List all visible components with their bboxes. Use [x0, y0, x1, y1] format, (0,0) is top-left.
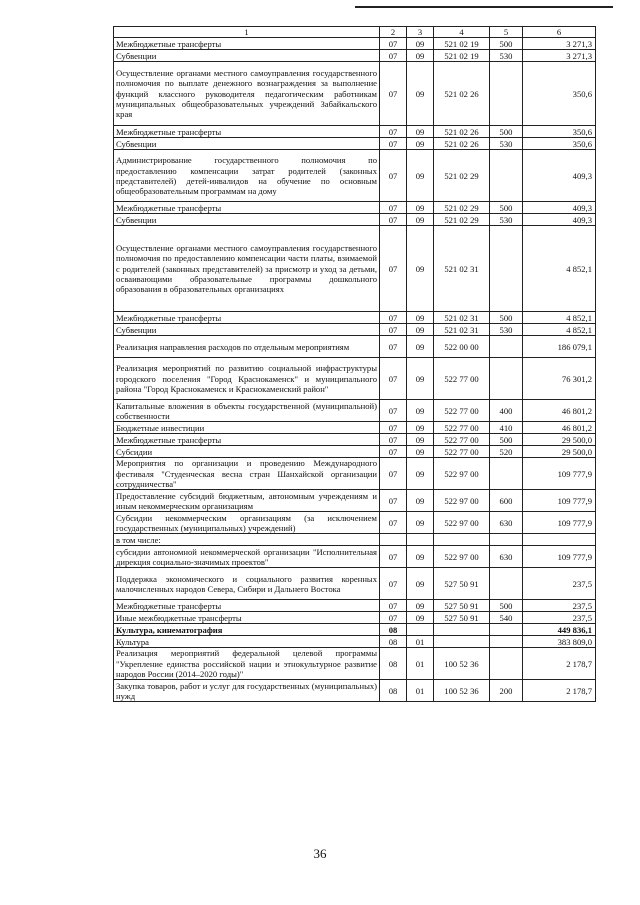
- cell-subsection: 01: [407, 648, 434, 680]
- cell-expense-type: 500: [490, 600, 523, 612]
- cell-section: 07: [380, 126, 407, 138]
- cell-expense-type: 500: [490, 126, 523, 138]
- header-cell-amount: 6: [523, 27, 596, 38]
- cell-section: [380, 534, 407, 546]
- cell-amount: 383 809,0: [523, 636, 596, 648]
- cell-expense-type: [490, 648, 523, 680]
- cell-subsection: 09: [407, 568, 434, 600]
- cell-target-article: 100 52 36: [434, 680, 490, 702]
- cell-name: Осуществление органами местного самоуправления государственного полномочия по предоставлению компенсации части платы, взимаемой с родителей (законных представителей) за присмотр и уход за детьми, осваивающими образовательные программы дошкольного образования в образовательных организациях: [114, 226, 380, 312]
- cell-target-article: 522 77 00: [434, 400, 490, 422]
- cell-name: Межбюджетные трансферты: [114, 202, 380, 214]
- cell-section: 07: [380, 512, 407, 534]
- cell-subsection: 09: [407, 434, 434, 446]
- cell-target-article: 522 97 00: [434, 512, 490, 534]
- cell-expense-type: [490, 568, 523, 600]
- table-row: [114, 534, 596, 546]
- cell-subsection: 01: [407, 680, 434, 702]
- cell-target-article: 521 02 19: [434, 50, 490, 62]
- table-row: [114, 490, 596, 512]
- cell-section: 08: [380, 680, 407, 702]
- header-cell-subsection: 3: [407, 27, 434, 38]
- cell-name: Межбюджетные трансферты: [114, 126, 380, 138]
- cell-target-article: 521 02 31: [434, 312, 490, 324]
- cell-name: Культура: [114, 636, 380, 648]
- cell-target-article: 521 02 26: [434, 138, 490, 150]
- cell-section: 08: [380, 648, 407, 680]
- cell-target-article: 100 52 36: [434, 648, 490, 680]
- cell-expense-type: 500: [490, 312, 523, 324]
- cell-expense-type: [490, 458, 523, 490]
- cell-amount: 109 777,9: [523, 458, 596, 490]
- cell-expense-type: 530: [490, 50, 523, 62]
- cell-subsection: 09: [407, 150, 434, 202]
- cell-expense-type: [490, 336, 523, 358]
- cell-subsection: 09: [407, 458, 434, 490]
- cell-subsection: 09: [407, 546, 434, 568]
- cell-subsection: [407, 624, 434, 636]
- cell-amount: 350,6: [523, 126, 596, 138]
- cell-target-article: 522 97 00: [434, 546, 490, 568]
- cell-name: Субвенции: [114, 324, 380, 336]
- budget-table-container: [113, 26, 595, 702]
- table-row: [114, 312, 596, 324]
- cell-expense-type: 500: [490, 434, 523, 446]
- cell-target-article: 522 77 00: [434, 422, 490, 434]
- table-row: [114, 546, 596, 568]
- cell-expense-type: 410: [490, 422, 523, 434]
- table-row: [114, 62, 596, 126]
- cell-subsection: 09: [407, 324, 434, 336]
- cell-subsection: 09: [407, 126, 434, 138]
- cell-amount: 409,3: [523, 150, 596, 202]
- cell-subsection: 09: [407, 490, 434, 512]
- cell-amount: 350,6: [523, 62, 596, 126]
- cell-subsection: 09: [407, 62, 434, 126]
- cell-amount: 2 178,7: [523, 680, 596, 702]
- cell-section: 07: [380, 226, 407, 312]
- cell-target-article: 527 50 91: [434, 612, 490, 624]
- cell-section: 07: [380, 434, 407, 446]
- page-number: 36: [313, 846, 327, 861]
- cell-amount: 2 178,7: [523, 648, 596, 680]
- cell-amount: 109 777,9: [523, 512, 596, 534]
- cell-amount: 109 777,9: [523, 490, 596, 512]
- cell-amount: 29 500,0: [523, 446, 596, 458]
- cell-section: 07: [380, 612, 407, 624]
- cell-expense-type: 600: [490, 490, 523, 512]
- cell-subsection: 09: [407, 336, 434, 358]
- cell-amount: 46 801,2: [523, 422, 596, 434]
- cell-section: 07: [380, 324, 407, 336]
- cell-subsection: [407, 534, 434, 546]
- table-row: [114, 324, 596, 336]
- cell-amount: 3 271,3: [523, 50, 596, 62]
- cell-section: 07: [380, 400, 407, 422]
- cell-expense-type: 630: [490, 512, 523, 534]
- cell-expense-type: [490, 226, 523, 312]
- cell-subsection: 09: [407, 138, 434, 150]
- cell-subsection: 09: [407, 422, 434, 434]
- cell-name: Администрирование государственного полномочия по предоставлению компенсации затрат родителей (законных представителей) детей-инвалидов на обучение по основным общеобразовательным программам на дому: [114, 150, 380, 202]
- table-row: [114, 226, 596, 312]
- table-row: [114, 422, 596, 434]
- cell-target-article: 521 02 19: [434, 38, 490, 50]
- cell-target-article: [434, 534, 490, 546]
- cell-target-article: 527 50 91: [434, 568, 490, 600]
- header-cell-name: 1: [114, 27, 380, 38]
- table-row: [114, 636, 596, 648]
- cell-expense-type: 200: [490, 680, 523, 702]
- cell-amount: 237,5: [523, 600, 596, 612]
- table-row: [114, 202, 596, 214]
- cell-name: Межбюджетные трансферты: [114, 600, 380, 612]
- cell-target-article: 522 77 00: [434, 434, 490, 446]
- header-cell-section: 2: [380, 27, 407, 38]
- cell-expense-type: [490, 636, 523, 648]
- cell-target-article: 522 77 00: [434, 446, 490, 458]
- table-row: [114, 358, 596, 400]
- cell-subsection: 09: [407, 50, 434, 62]
- budget-table: [113, 26, 596, 702]
- cell-section: 07: [380, 358, 407, 400]
- cell-section: 07: [380, 312, 407, 324]
- cell-subsection: 09: [407, 312, 434, 324]
- table-row: [114, 512, 596, 534]
- cell-target-article: 521 02 29: [434, 150, 490, 202]
- cell-amount: 449 836,1: [523, 624, 596, 636]
- table-row: [114, 612, 596, 624]
- cell-name: Мероприятия по организации и проведению Международного фестиваля "Студенческая весна стран Шанхайской организации сотрудничества": [114, 458, 380, 490]
- cell-target-article: 522 97 00: [434, 490, 490, 512]
- cell-name: Поддержка экономического и социального развития коренных малочисленных народов Севера, Сибири и Дальнего Востока: [114, 568, 380, 600]
- cell-expense-type: 530: [490, 138, 523, 150]
- cell-amount: 409,3: [523, 202, 596, 214]
- cell-name: Субвенции: [114, 50, 380, 62]
- cell-name: Межбюджетные трансферты: [114, 434, 380, 446]
- cell-amount: 237,5: [523, 612, 596, 624]
- cell-expense-type: 630: [490, 546, 523, 568]
- cell-expense-type: [490, 624, 523, 636]
- cell-subsection: 09: [407, 214, 434, 226]
- cell-subsection: 09: [407, 400, 434, 422]
- table-row: [114, 458, 596, 490]
- cell-subsection: 01: [407, 636, 434, 648]
- table-row: [114, 680, 596, 702]
- cell-amount: 76 301,2: [523, 358, 596, 400]
- cell-target-article: [434, 624, 490, 636]
- table-row: [114, 138, 596, 150]
- cell-name: Субсидии: [114, 446, 380, 458]
- cell-amount: 186 079,1: [523, 336, 596, 358]
- cell-expense-type: 500: [490, 202, 523, 214]
- cell-amount: [523, 534, 596, 546]
- cell-expense-type: [490, 534, 523, 546]
- cell-section: 08: [380, 624, 407, 636]
- cell-amount: 3 271,3: [523, 38, 596, 50]
- cell-name: Субвенции: [114, 138, 380, 150]
- cell-name: Иные межбюджетные трансферты: [114, 612, 380, 624]
- cell-name: Субсидии некоммерческим организациям (за исключением государственных (муниципальных) учреждений): [114, 512, 380, 534]
- cell-amount: 109 777,9: [523, 546, 596, 568]
- cell-section: 07: [380, 214, 407, 226]
- cell-subsection: 09: [407, 226, 434, 312]
- cell-section: 07: [380, 150, 407, 202]
- cell-target-article: 521 02 29: [434, 202, 490, 214]
- cell-name: Межбюджетные трансферты: [114, 312, 380, 324]
- table-row: [114, 624, 596, 636]
- cell-name: Реализация мероприятий федеральной целевой программы "Укрепление единства российской нации и этнокультурное развитие народов России (2014–2020 годы)": [114, 648, 380, 680]
- cell-target-article: 521 02 29: [434, 214, 490, 226]
- cell-subsection: 09: [407, 38, 434, 50]
- cell-name: Закупка товаров, работ и услуг для государственных (муниципальных) нужд: [114, 680, 380, 702]
- table-row: [114, 214, 596, 226]
- cell-expense-type: [490, 150, 523, 202]
- cell-expense-type: 540: [490, 612, 523, 624]
- cell-name: Осуществление органами местного самоуправления государственного полномочия по выплате денежного вознаграждения за выполнение функций классного руководителя педагогическим работникам муниципальных общеобразовательных учреждений Забайкальского края: [114, 62, 380, 126]
- cell-name: Межбюджетные трансферты: [114, 38, 380, 50]
- table-row: [114, 38, 596, 50]
- cell-subsection: 09: [407, 202, 434, 214]
- table-row: [114, 446, 596, 458]
- table-row: [114, 50, 596, 62]
- cell-amount: 409,3: [523, 214, 596, 226]
- cell-target-article: 522 77 00: [434, 358, 490, 400]
- table-row: [114, 126, 596, 138]
- cell-name: Реализация направления расходов по отдельным мероприятиям: [114, 336, 380, 358]
- cell-name: Предоставление субсидий бюджетным, автономным учреждениям и иным некоммерческим организациям: [114, 490, 380, 512]
- cell-amount: 237,5: [523, 568, 596, 600]
- table-row: [114, 600, 596, 612]
- cell-expense-type: 520: [490, 446, 523, 458]
- cell-section: 07: [380, 458, 407, 490]
- cell-target-article: 522 97 00: [434, 458, 490, 490]
- cell-section: 07: [380, 422, 407, 434]
- cell-target-article: 521 02 31: [434, 226, 490, 312]
- cell-name: Культура, кинематография: [114, 624, 380, 636]
- cell-name: в том числе:: [114, 534, 380, 546]
- cell-section: 07: [380, 202, 407, 214]
- header-cell-target-article: 4: [434, 27, 490, 38]
- cell-expense-type: [490, 62, 523, 126]
- table-row: [114, 434, 596, 446]
- cell-target-article: 527 50 91: [434, 600, 490, 612]
- cell-amount: 4 852,1: [523, 324, 596, 336]
- cell-subsection: 09: [407, 600, 434, 612]
- cell-subsection: 09: [407, 612, 434, 624]
- cell-section: 07: [380, 38, 407, 50]
- cell-name: Бюджетные инвестиции: [114, 422, 380, 434]
- cell-subsection: 09: [407, 512, 434, 534]
- cell-section: 07: [380, 490, 407, 512]
- cell-name: Субвенции: [114, 214, 380, 226]
- cell-section: 07: [380, 546, 407, 568]
- cell-amount: 4 852,1: [523, 226, 596, 312]
- cell-section: 07: [380, 568, 407, 600]
- table-row: [114, 400, 596, 422]
- cell-subsection: 09: [407, 446, 434, 458]
- cell-subsection: 09: [407, 358, 434, 400]
- top-rule: [355, 6, 613, 8]
- cell-section: 08: [380, 636, 407, 648]
- cell-target-article: 521 02 31: [434, 324, 490, 336]
- cell-target-article: [434, 636, 490, 648]
- cell-amount: 4 852,1: [523, 312, 596, 324]
- cell-section: 07: [380, 600, 407, 612]
- table-row: [114, 648, 596, 680]
- header-cell-expense-type: 5: [490, 27, 523, 38]
- cell-amount: 350,6: [523, 138, 596, 150]
- cell-name: Капитальные вложения в объекты государственной (муниципальной) собственности: [114, 400, 380, 422]
- cell-expense-type: 530: [490, 324, 523, 336]
- table-header-row: [114, 27, 596, 38]
- cell-amount: 46 801,2: [523, 400, 596, 422]
- cell-section: 07: [380, 50, 407, 62]
- cell-expense-type: 500: [490, 38, 523, 50]
- cell-expense-type: [490, 358, 523, 400]
- cell-section: 07: [380, 336, 407, 358]
- cell-section: 07: [380, 446, 407, 458]
- table-row: [114, 150, 596, 202]
- cell-target-article: 521 02 26: [434, 62, 490, 126]
- cell-name: субсидии автономной некоммерческой организации "Исполнительная дирекция социально-значимых проектов": [114, 546, 380, 568]
- table-row: [114, 568, 596, 600]
- cell-name: Реализация мероприятий по развитию социальной инфраструктуры городского поселения "Город Краснокаменск" и муниципального района "Город Краснокаменск и Краснокаменский район": [114, 358, 380, 400]
- cell-amount: 29 500,0: [523, 434, 596, 446]
- cell-target-article: 521 02 26: [434, 126, 490, 138]
- cell-expense-type: 400: [490, 400, 523, 422]
- cell-section: 07: [380, 62, 407, 126]
- cell-target-article: 522 00 00: [434, 336, 490, 358]
- table-row: [114, 336, 596, 358]
- cell-expense-type: 530: [490, 214, 523, 226]
- cell-section: 07: [380, 138, 407, 150]
